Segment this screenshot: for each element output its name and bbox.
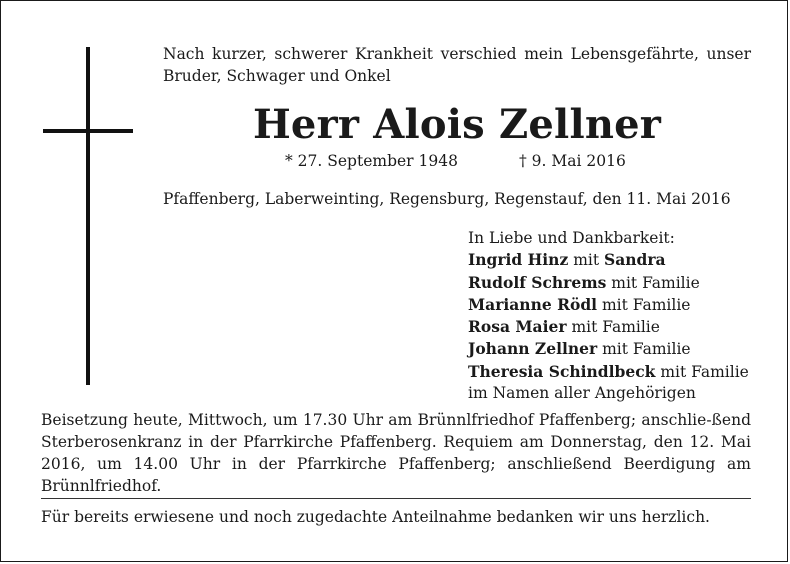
mourner-row: Rudolf Schrems mit Familie (468, 272, 700, 292)
death-date: † 9. Mai 2016 (519, 152, 626, 170)
deceased-name: Herr Alois Zellner (252, 101, 662, 148)
thanks-text: Für bereits erwiesene und noch zugedachte Anteilnahme bedanken wir uns herzlich. (41, 508, 710, 526)
mourner-row: Ingrid Hinz mit Sandra (468, 250, 666, 270)
funeral-details: Beisetzung heute, Mittwoch, um 17.30 Uhr am Brünnlfriedhof Pfaffenberg; anschlie-ßend Sterberosenkranz in der Pfarrkirche Pfaffenberg. Requiem am Donnerstag, den 12. Mai 2016, um 14.00 Uhr in der Pfarrkirche Pfaffenberg; anschließend Beerdigung am Brünnlfriedhof. (41, 411, 751, 495)
mourners-heading: In Liebe und Dankbarkeit: (468, 229, 675, 247)
mourner-row: Johann Zellner mit Familie (468, 339, 691, 359)
divider (41, 498, 751, 499)
mourners-closing: im Namen aller Angehörigen (468, 384, 696, 403)
cross-icon-horizontal-bar (43, 129, 133, 133)
mourner-row: Rosa Maier mit Familie (468, 317, 660, 337)
cross-icon-vertical-bar (86, 47, 90, 385)
birth-date: * 27. September 1948 (285, 152, 458, 170)
mourners-block (468, 228, 749, 404)
mourner-row: Marianne Rödl mit Familie (468, 294, 691, 314)
mourner-row: Theresia Schindlbeck mit Familie (468, 361, 749, 381)
places-and-date: Pfaffenberg, Laberweinting, Regensburg, Regenstauf, den 11. Mai 2016 (163, 190, 731, 208)
intro-text: Nach kurzer, schwerer Krankheit verschied mein Lebensgefährte, unser Bruder, Schwager und Onkel (163, 45, 751, 85)
